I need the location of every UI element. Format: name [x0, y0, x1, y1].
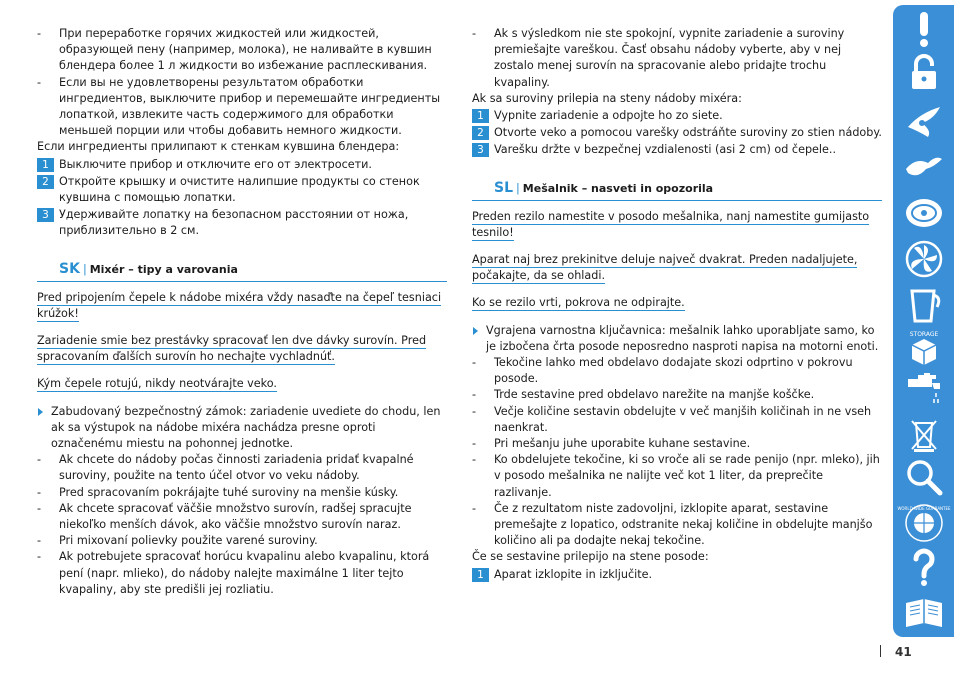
question-icon [903, 547, 945, 587]
warning-text: Preden rezilo namestite v posodo mešalnika, nanj namestite gumijasto tesnilo! [472, 209, 870, 239]
step-text: Otvorte veko a pomocou varešky odstráňte suroviny zo stien nádoby. [494, 126, 882, 140]
sl-dash-item: - Trde sestavine pred obdelavo narežite na manjše koščke. [472, 387, 882, 403]
warning-text: Kým čepele rotujú, nikdy neotvárajte veko. [37, 377, 277, 391]
sl-dash-item: - Ko obdelujete tekočine, ki so vroče ali se rade penijo (npr. mleko), jih v posodo mešalnika ne nalijte več kot 1 liter, da preprečite razlivanje. [472, 452, 882, 501]
ru-step [37, 157, 447, 173]
heading-separator: | [516, 181, 520, 195]
step-number: 1 [37, 158, 54, 172]
language-code: SK [59, 260, 80, 277]
step-number: 3 [472, 143, 489, 157]
language-code: SL [494, 179, 514, 196]
step-number: 3 [37, 208, 54, 222]
step-text: Откройте крышку и очистите налипшие продукты со стенок кувшина с помощью лопатки. [59, 174, 420, 205]
step-text: Vypnite zariadenie a odpojte ho zo siete. [494, 109, 723, 123]
step-number: 2 [37, 175, 54, 189]
sk-warning [37, 290, 447, 322]
step-text: Удерживайте лопатку на безопасном расстоянии от ножа, приблизительно в 2 см. [59, 208, 409, 238]
sl-section-heading [472, 179, 882, 201]
sl-warning [472, 295, 882, 311]
jug-icon [903, 285, 945, 325]
section-title: Mixér – tipy a varovania [89, 262, 238, 276]
storage-icon [903, 327, 945, 367]
sk-dash-item: - Ak potrebujete spracovať horúcu kvapalinu alebo kvapalinu, ktorá pení (napr. mlieko), do nádoby nalejte maximálne 1 liter tejto kvapaliny, aby ste predišli jej rozliatiu. [37, 549, 447, 598]
right-column [472, 26, 882, 584]
exclamation-icon [903, 9, 945, 49]
ru-step [37, 174, 447, 206]
warning-text: Aparat naj brez prekinitve deluje največ dvakrat. Preden nadaljujete, počakajte, da se ohladi. [472, 253, 858, 283]
ru-dash-item: - При переработке горячих жидкостей или жидкостей, образующей пену (например, молока), не наливайте в кувшин блендера более 1 л жидкости во избежание расплескивания. [37, 26, 447, 75]
sl-intro-text: Če se sestavine prilepijo na stene posode: [472, 550, 709, 564]
heading-separator: | [82, 262, 87, 276]
left-column [37, 26, 447, 598]
warning-text: Zariadenie smie bez prestávky spracovať len dve dávky surovín. Pred spracovaním ďalších surovín ho nechajte vychladnúť. [37, 334, 427, 364]
sk-bullet-item: Zabudovaný bezpečnostný zámok: zariadenie uvediete do chodu, len ak sa výstupok na nádobe mixéra nachádza presne oproti označenému miestu na pohonnej jednotke. [37, 404, 447, 453]
sl-bullet-item: Vgrajena varnostna ključavnica: mešalnik lahko uporabljate samo, ko je izbočena črta posode neposredno nasproti napisa na motorni enoti. [472, 323, 882, 355]
sl-dash-item: - Tekočine lahko med obdelavo dodajate skozi odprtino v pokrovu posode. [472, 355, 882, 387]
sk-dash-item: - Ak s výsledkom nie ste spokojní, vypnite zariadenie a suroviny premiešajte vareškou. Časť obsahu nádoby vyberte, aby v nej zostalo menej surovín na spracovanie alebo pridajte trochu kvapaliny. [472, 26, 882, 91]
warning-text: Ko se rezilo vrti, pokrova ne odpirajte. [472, 296, 685, 310]
sk-dash-item: - Pri mixovaní polievky použite varené suroviny. [37, 533, 447, 549]
step-text: Выключите прибор и отключите его от электросети. [59, 157, 372, 171]
padlock-icon [903, 53, 945, 93]
sk-dash-item: - Pred spracovaním pokrájajte tuhé suroviny na menšie kúsky. [37, 485, 447, 501]
recycle-bin-icon [903, 413, 945, 453]
blade-icon [903, 101, 945, 141]
step-number: 2 [472, 126, 489, 140]
sk-warning [37, 333, 447, 365]
ru-dash-item: - Если вы не удовлетворены результатом обработки ингредиентов, выключите прибор и перемешайте ингредиенты лопаткой, извлеките часть содержимого для обработки меньшей порции или чтобы добавить немного жидкости. [37, 75, 447, 140]
whisk-icon [903, 147, 945, 187]
sl-dash-item: - Večje količine sestavin obdelujte v več manjših količinah in ne vseh naenkrat. [472, 404, 882, 436]
storage-label: STORAGE [909, 331, 939, 338]
step-number: 1 [472, 109, 489, 123]
sk-step [472, 125, 882, 141]
section-title: Mešalnik – nasveti in opozorila [522, 181, 714, 195]
sl-warning [472, 252, 882, 284]
sk-step [472, 142, 882, 158]
chapter-sidebar [893, 5, 954, 637]
warning-text: Pred pripojením čepele k nádobe mixéra vždy nasaďte na čepeľ tesniaci krúžok! [37, 290, 442, 320]
disc-icon [903, 193, 945, 233]
sk-step [472, 108, 882, 124]
sk-warning [37, 376, 447, 392]
ru-step [37, 207, 447, 239]
ru-intro-text: Если ингредиенты прилипают к стенкам кувшина блендера: [37, 140, 400, 154]
sk-section-heading [37, 260, 447, 282]
sl-step [472, 567, 882, 583]
step-text: Aparat izklopite in izključite. [494, 567, 653, 581]
guarantee-label: WORLD-WIDE GUARANTEE [897, 506, 951, 511]
tap-icon [903, 369, 945, 409]
step-number: 1 [472, 568, 489, 582]
fan-blade-icon [903, 239, 945, 279]
page-number-divider [880, 645, 881, 657]
step-text: Varešku držte v bezpečnej vzdialenosti (asi 2 cm) od čepele.. [494, 143, 837, 157]
sl-dash-item: - Če z rezultatom niste zadovoljni, izklopite aparat, sestavine premešajte z lopatico, odstranite nekaj količine in obdelujte manjšo količino ali pa dodajte nekaj tekočine. [472, 501, 882, 550]
magnifier-icon [903, 457, 945, 497]
sk-dash-item: - Ak chcete do nádoby počas činnosti zariadenia pridať kvapalné suroviny, použite na tento účel otvor vo veku nádoby. [37, 452, 447, 484]
page-number: 41 [895, 645, 912, 659]
sl-warning [472, 209, 882, 241]
sl-dash-item: - Pri mešanju juhe uporabite kuhane sestavine. [472, 436, 882, 452]
sk-intro-text: Ak sa suroviny prilepia na steny nádoby mixéra: [472, 91, 742, 105]
world-wide-guarantee-icon [897, 503, 951, 543]
sk-dash-item: - Ak chcete spracovať väčšie množstvo surovín, radšej spracujte niekoľko menších dávok, ako väčšie množstvo surovín naraz. [37, 501, 447, 533]
manual-book-icon [903, 593, 945, 633]
